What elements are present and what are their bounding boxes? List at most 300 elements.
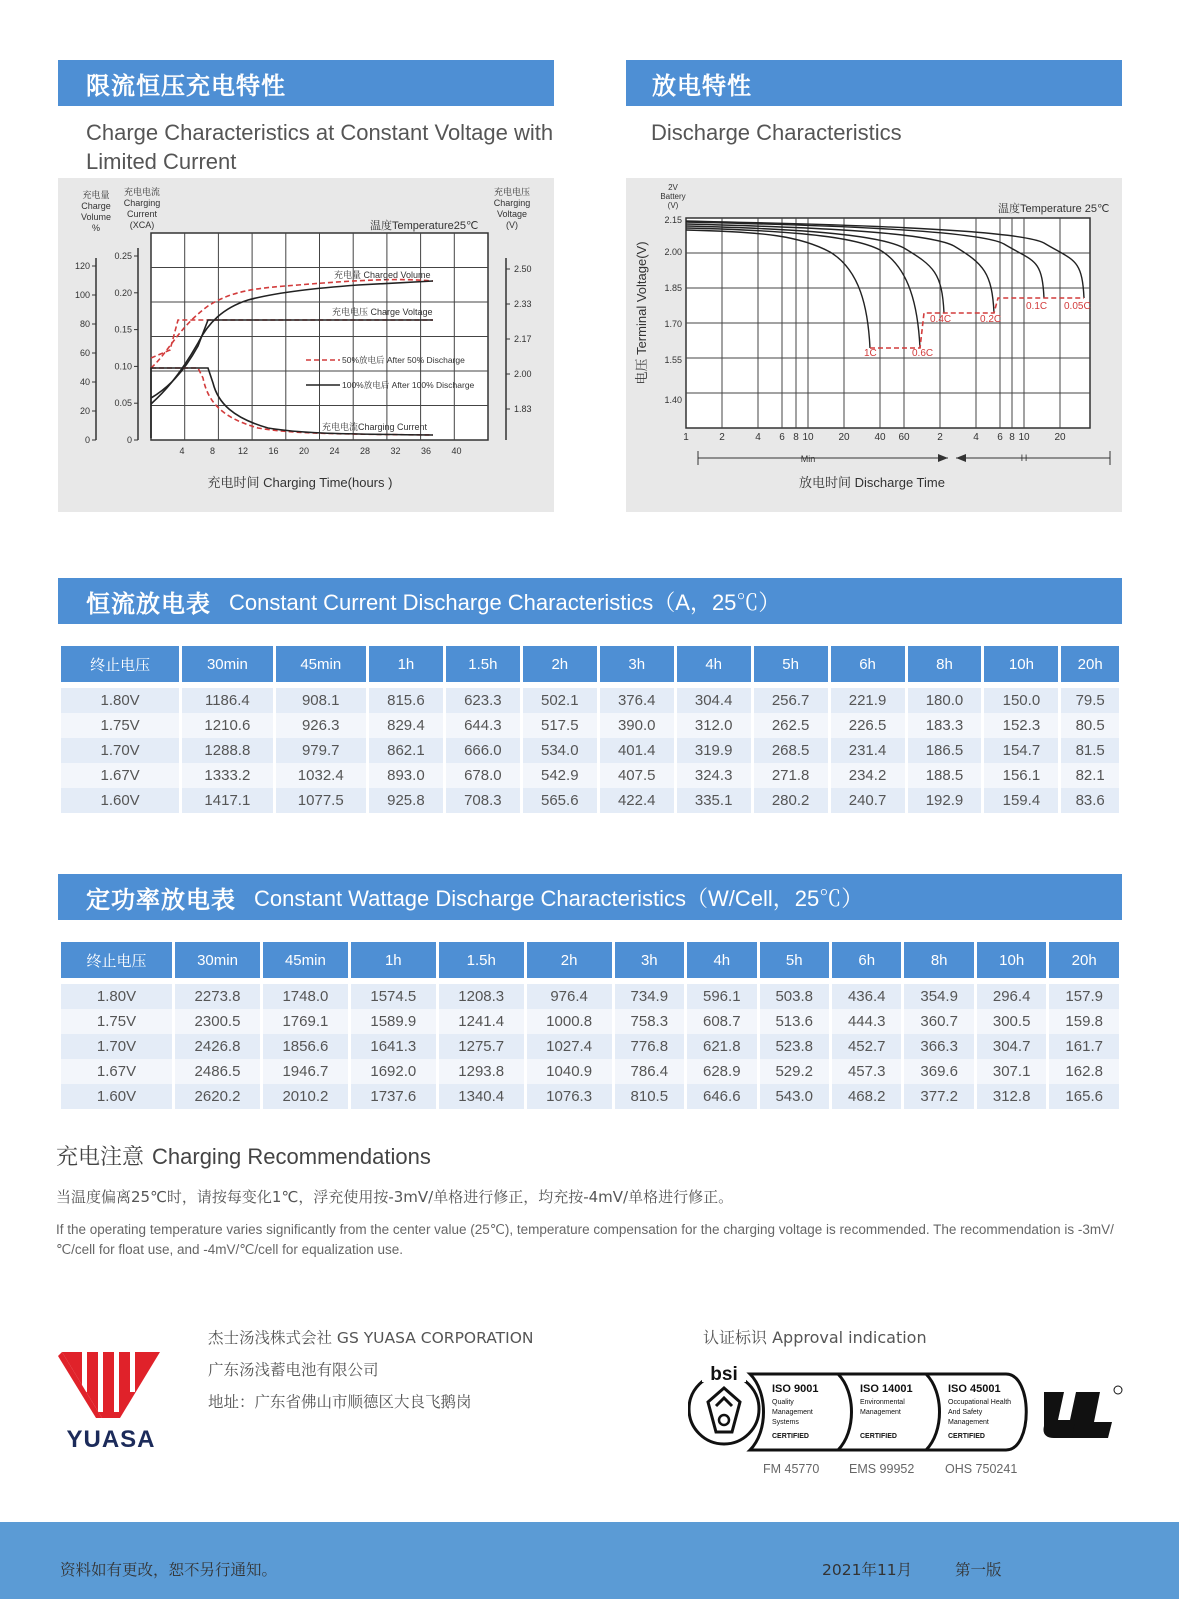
iso-45001-desc-1: Occupational Health — [948, 1399, 1012, 1406]
table-cell: 534.0 — [523, 738, 597, 763]
table-cell: 154.7 — [984, 738, 1058, 763]
charge-cur-axis-label-1: 充电电流 — [123, 187, 161, 197]
table-cell: 231.4 — [831, 738, 905, 763]
table-cell: 80.5 — [1061, 713, 1119, 738]
current-tick-label: 0.05 — [114, 398, 132, 409]
table-cell: 1946.7 — [263, 1059, 348, 1084]
table-cell: 786.4 — [615, 1059, 684, 1084]
table-cell: 543.0 — [760, 1084, 829, 1109]
legend-50-label: 50%放电后 After 50% Discharge — [342, 355, 465, 365]
table-cell: 1.75V — [61, 713, 179, 738]
table-cell: 422.4 — [600, 788, 674, 813]
footer-date: 2021年11月 — [822, 1561, 913, 1579]
min-tick-label: 6 — [779, 432, 785, 443]
table-row — [61, 763, 1119, 788]
charge-volt-axis-label-4: (V) — [506, 220, 518, 230]
cc-table-title-band — [58, 578, 1122, 624]
iso-9001-desc-3: Systems — [772, 1419, 799, 1426]
table-header-cell: 终止电压 — [61, 942, 172, 978]
table-cell: 307.1 — [977, 1059, 1046, 1084]
h-tick-label: 6 — [997, 432, 1003, 443]
min-tick-label: 60 — [898, 432, 910, 443]
table-cell: 1856.6 — [263, 1034, 348, 1059]
table-cell: 529.2 — [760, 1059, 829, 1084]
cert-badges — [688, 1362, 1128, 1452]
min-tick-label: 2 — [719, 432, 725, 443]
charge-cur-axis-label-3: Current — [126, 209, 158, 219]
ul-mark-icon — [1043, 1386, 1122, 1438]
table-cell: 81.5 — [1061, 738, 1119, 763]
table-cell: 1293.8 — [439, 1059, 524, 1084]
charge-voltage-label: 充电电压 Charge Voltage — [332, 307, 433, 317]
battery-label-1: 2V — [668, 183, 678, 192]
table-header-row — [61, 942, 1119, 978]
iso-14001-desc-1: Environmental — [860, 1399, 905, 1406]
table-cell: 1333.2 — [182, 763, 272, 788]
table-cell: 1241.4 — [439, 1009, 524, 1034]
table-cell: 810.5 — [615, 1084, 684, 1109]
table-cell: 79.5 — [1061, 688, 1119, 713]
table-header-cell: 3h — [600, 646, 674, 682]
h-range-arrow-left — [956, 454, 966, 462]
table-cell: 1210.6 — [182, 713, 272, 738]
table-cell: 925.8 — [369, 788, 443, 813]
h-tick-label: 8 — [1009, 432, 1015, 443]
table-cell: 1077.5 — [276, 788, 366, 813]
table-cell: 162.8 — [1049, 1059, 1119, 1084]
yuasa-logo — [58, 1350, 164, 1454]
table-header-cell: 8h — [908, 646, 982, 682]
charge-volt-axis-label-1: 充电电压 — [493, 187, 531, 197]
table-header-cell: 2h — [523, 646, 597, 682]
table-header-cell: 30min — [175, 942, 260, 978]
legend-100-label: 100%放电后 After 100% Discharge — [342, 380, 475, 390]
table-row — [61, 688, 1119, 713]
table-cell: 324.3 — [677, 763, 751, 788]
rate-label: 0.1C — [1026, 301, 1048, 312]
min-tick-label: 40 — [874, 432, 886, 443]
time-tick-label: 32 — [390, 446, 401, 456]
table-cell: 312.8 — [977, 1084, 1046, 1109]
table-cell: 165.6 — [1049, 1084, 1119, 1109]
table-cell: 596.1 — [687, 984, 756, 1009]
charge-cur-axis-label-2: Charging — [123, 198, 161, 208]
charge-xlabel: 充电时间 Charging Time(hours ) — [207, 475, 393, 490]
iso-14001-desc-2: Management — [860, 1409, 901, 1416]
charge-vol-axis-label-4: % — [91, 223, 101, 233]
table-header-cell: 6h — [831, 646, 905, 682]
table-row — [61, 1009, 1119, 1034]
table-cell: 436.4 — [832, 984, 901, 1009]
table-header-cell: 45min — [263, 942, 348, 978]
rate-label: 0.2C — [980, 314, 1002, 325]
discharge-voltage-tick-label: 1.85 — [664, 283, 682, 293]
discharge-voltage-tick-label: 1.70 — [664, 319, 682, 329]
table-cell: 503.8 — [760, 984, 829, 1009]
approval-title: 认证标识 Approval indication — [703, 1328, 927, 1347]
volume-tick-label: 20 — [79, 406, 90, 416]
table-cell: 390.0 — [600, 713, 674, 738]
table-cell: 517.5 — [523, 713, 597, 738]
table-cell: 628.9 — [687, 1059, 756, 1084]
cc-table — [58, 646, 1122, 813]
bsi-label: bsi — [710, 1364, 738, 1385]
rate-label: 0.05C — [1064, 301, 1091, 312]
charge-cur-axis-label-4: (XCA) — [129, 220, 155, 230]
iso-9001-desc-2: Management — [772, 1409, 813, 1416]
table-header-cell: 20h — [1061, 646, 1119, 682]
table-cell: 262.5 — [754, 713, 828, 738]
table-cell: 150.0 — [984, 688, 1058, 713]
table-cell: 1340.4 — [439, 1084, 524, 1109]
table-cell: 1000.8 — [527, 1009, 612, 1034]
table-cell: 829.4 — [369, 713, 443, 738]
table-cell: 1.75V — [61, 1009, 172, 1034]
current-tick-label: 0.20 — [114, 287, 132, 298]
table-header-cell: 1.5h — [446, 646, 520, 682]
table-cell: 319.9 — [677, 738, 751, 763]
discharge-temp-label: 温度Temperature 25℃ — [998, 203, 1110, 215]
table-cell: 457.3 — [832, 1059, 901, 1084]
table-cell: 862.1 — [369, 738, 443, 763]
table-cell: 1288.8 — [182, 738, 272, 763]
recommend-title-en: Charging Recommendations — [152, 1144, 431, 1169]
table-header-cell: 10h — [984, 646, 1058, 682]
table-cell: 221.9 — [831, 688, 905, 713]
table-cell: 1.80V — [61, 688, 179, 713]
footer-edition: 第一版 — [955, 1561, 1002, 1579]
table-cell: 304.7 — [977, 1034, 1046, 1059]
cc-table-title-en: Constant Current Discharge Characteristics（A，25℃） — [229, 589, 781, 615]
time-tick-label: 12 — [237, 446, 249, 456]
table-cell: 976.4 — [527, 984, 612, 1009]
table-cell: 1208.3 — [439, 984, 524, 1009]
iso-45001-name: ISO 45001 — [948, 1383, 1001, 1395]
iso-45001-desc-2: And Safety — [948, 1409, 983, 1416]
table-cell: 354.9 — [904, 984, 973, 1009]
table-cell: 188.5 — [908, 763, 982, 788]
discharge-title-en: Discharge Characteristics — [651, 120, 902, 145]
discharge-voltage-tick-label: 2.15 — [664, 215, 682, 225]
table-cell: 523.8 — [760, 1034, 829, 1059]
cw-table-title-zh: 定功率放电表 — [86, 885, 236, 914]
table-cell: 1.70V — [61, 738, 179, 763]
yuasa-brand: YUASA — [66, 1426, 156, 1453]
table-cell: 296.4 — [977, 984, 1046, 1009]
table-cell: 979.7 — [276, 738, 366, 763]
table-cell: 1.60V — [61, 788, 179, 813]
iso-45001-status: CERTIFIED — [948, 1433, 985, 1440]
battery-label-2: Battery — [660, 192, 686, 201]
table-cell: 300.5 — [977, 1009, 1046, 1034]
table-cell: 280.2 — [754, 788, 828, 813]
table-cell: 926.3 — [276, 713, 366, 738]
volume-tick-label: 80 — [79, 319, 90, 329]
table-cell: 401.4 — [600, 738, 674, 763]
battery-label-3: (V) — [667, 201, 679, 210]
company-line-2: 广东汤浅蓄电池有限公司 — [208, 1361, 379, 1379]
iso-9001-name: ISO 9001 — [772, 1383, 819, 1395]
table-cell: 1692.0 — [351, 1059, 436, 1084]
charge-vol-axis-label-1: 充电量 — [82, 190, 110, 200]
table-cell: 758.3 — [615, 1009, 684, 1034]
table-row — [61, 1084, 1119, 1109]
table-cell: 502.1 — [523, 688, 597, 713]
table-cell: 452.7 — [832, 1034, 901, 1059]
table-cell: 234.2 — [831, 763, 905, 788]
table-cell: 304.4 — [677, 688, 751, 713]
charge-vol-axis-label-2: Charge — [81, 201, 111, 211]
charge-vol-axis-label-3: Volume — [80, 212, 112, 222]
table-cell: 908.1 — [276, 688, 366, 713]
discharge-voltage-tick-label: 1.55 — [664, 355, 682, 365]
charge-volt-axis-label-2: Charging — [493, 198, 531, 208]
time-tick-label: 24 — [329, 446, 340, 456]
charge-title-zh: 限流恒压充电特性 — [86, 71, 286, 100]
discharge-grid — [686, 218, 1090, 428]
table-cell: 678.0 — [446, 763, 520, 788]
table-cell: 1186.4 — [182, 688, 272, 713]
cert-no-iso45001: OHS 750241 — [945, 1462, 1018, 1476]
table-cell: 2426.8 — [175, 1034, 260, 1059]
h-tick-label: 20 — [1054, 432, 1066, 443]
table-row — [61, 788, 1119, 813]
table-row — [61, 984, 1119, 1009]
table-cell: 256.7 — [754, 688, 828, 713]
discharge-voltage-tick-label: 1.40 — [664, 395, 682, 405]
cert-no-iso9001: FM 45770 — [763, 1462, 820, 1476]
charge-volume-label: 充电量 Charged Volume — [334, 270, 431, 280]
table-cell: 159.8 — [1049, 1009, 1119, 1034]
table-cell: 621.8 — [687, 1034, 756, 1059]
cc-table-title-zh: 恒流放电表 — [86, 589, 211, 618]
time-tick-label: 40 — [451, 446, 462, 456]
table-cell: 369.6 — [904, 1059, 973, 1084]
table-cell: 444.3 — [832, 1009, 901, 1034]
current-tick-label: 0.15 — [114, 324, 132, 335]
recommend-title-zh: 充电注意 — [56, 1145, 145, 1170]
volume-tick-label: 100 — [74, 290, 90, 300]
table-cell: 1748.0 — [263, 984, 348, 1009]
min-label: Min — [800, 454, 816, 464]
rate-label: 1C — [864, 348, 877, 359]
volume-tick-label: 0 — [84, 435, 90, 445]
h-label: H — [1020, 453, 1028, 463]
table-cell: 161.7 — [1049, 1034, 1119, 1059]
rate-label: 0.6C — [912, 348, 934, 359]
table-cell: 1.60V — [61, 1084, 172, 1109]
voltage-tick-label: 2.33 — [514, 299, 532, 309]
footer-notice: 资料如有更改，恕不另行通知。 — [60, 1561, 278, 1579]
time-tick-label: 8 — [209, 446, 216, 456]
table-cell: 1027.4 — [527, 1034, 612, 1059]
iso-45001-badge — [926, 1374, 1026, 1450]
cw-table-title-en: Constant Wattage Discharge Characteristics（W/Cell，25℃） — [254, 885, 864, 911]
min-tick-label: 1 — [683, 432, 689, 443]
table-header-cell: 3h — [615, 942, 684, 978]
table-cell: 666.0 — [446, 738, 520, 763]
charge-chart — [58, 178, 554, 512]
table-row — [61, 738, 1119, 763]
table-row — [61, 1034, 1119, 1059]
table-header-cell: 4h — [687, 942, 756, 978]
table-cell: 180.0 — [908, 688, 982, 713]
table-cell: 271.8 — [754, 763, 828, 788]
table-header-cell: 45min — [276, 646, 366, 682]
charge-title-band — [58, 60, 554, 106]
min-tick-label: 10 — [802, 432, 814, 443]
table-row — [61, 713, 1119, 738]
table-cell: 1040.9 — [527, 1059, 612, 1084]
recommend-text-en: If the operating temperature varies significantly from the center value (25℃), temperature compensation for the charging voltage is recommended. The recommendation is -3mV/℃/cell for float use, and -4mV/℃/cell for equalization use. — [56, 1222, 1114, 1257]
table-header-cell: 5h — [760, 942, 829, 978]
cw-table-title-band — [58, 874, 1122, 920]
iso-9001-badge — [750, 1374, 857, 1450]
table-cell: 1589.9 — [351, 1009, 436, 1034]
table-cell: 513.6 — [760, 1009, 829, 1034]
table-header-row — [61, 646, 1119, 682]
recommend-title — [56, 1140, 431, 1171]
volume-tick-label: 60 — [79, 348, 90, 358]
volume-tick-label: 40 — [79, 377, 90, 387]
table-cell: 192.9 — [908, 788, 982, 813]
time-tick-label: 36 — [420, 446, 432, 456]
table-row — [61, 1059, 1119, 1084]
table-cell: 240.7 — [831, 788, 905, 813]
company-line-1: 杰士汤浅株式会社 GS YUASA CORPORATION — [208, 1329, 534, 1347]
table-cell: 156.1 — [984, 763, 1058, 788]
table-cell: 468.2 — [832, 1084, 901, 1109]
cw-table — [58, 942, 1122, 1109]
table-cell: 152.3 — [984, 713, 1058, 738]
table-cell: 376.4 — [600, 688, 674, 713]
rate-label: 0.4C — [930, 314, 952, 325]
footer-bar — [0, 1522, 1179, 1599]
table-cell: 1.70V — [61, 1034, 172, 1059]
discharge-ylabel: 电压 Terminal Voltage(V) — [634, 241, 649, 385]
table-cell: 646.6 — [687, 1084, 756, 1109]
table-cell: 542.9 — [523, 763, 597, 788]
charge-temp-label: 温度Temperature25℃ — [370, 220, 479, 232]
min-range-arrow — [938, 454, 948, 462]
current-tick-label: 0 — [126, 435, 132, 445]
volume-tick-label: 120 — [74, 261, 90, 271]
h-tick-label: 4 — [973, 432, 979, 443]
voltage-tick-label: 1.83 — [514, 404, 532, 414]
iso-14001-name: ISO 14001 — [860, 1383, 913, 1395]
charge-title-en: Charge Characteristics at Constant Voltage with Limited Current — [86, 120, 554, 174]
table-cell: 159.4 — [984, 788, 1058, 813]
iso-9001-status: CERTIFIED — [772, 1433, 809, 1440]
table-header-cell: 10h — [977, 942, 1046, 978]
discharge-xlabel: 放电时间 Discharge Time — [799, 475, 945, 490]
time-tick-label: 28 — [359, 446, 371, 456]
min-tick-label: 8 — [793, 432, 799, 443]
iso-45001-desc-3: Management — [948, 1419, 989, 1426]
table-cell: 734.9 — [615, 984, 684, 1009]
cert-no-iso14001: EMS 99952 — [849, 1462, 915, 1476]
table-cell: 2273.8 — [175, 984, 260, 1009]
iso-9001-desc-1: Quality — [772, 1399, 794, 1406]
table-cell: 565.6 — [523, 788, 597, 813]
table-cell: 1737.6 — [351, 1084, 436, 1109]
time-tick-label: 20 — [298, 446, 310, 456]
table-cell: 1076.3 — [527, 1084, 612, 1109]
table-cell: 312.0 — [677, 713, 751, 738]
table-cell: 407.5 — [600, 763, 674, 788]
table-cell: 1.67V — [61, 1059, 172, 1084]
current-tick-label: 0.25 — [114, 251, 132, 261]
table-header-cell: 8h — [904, 942, 973, 978]
h-tick-label: 10 — [1018, 432, 1030, 443]
iso-14001-status: CERTIFIED — [860, 1433, 897, 1440]
table-cell: 183.3 — [908, 713, 982, 738]
table-cell: 186.5 — [908, 738, 982, 763]
min-tick-label: 4 — [755, 432, 761, 443]
table-cell: 226.5 — [831, 713, 905, 738]
charge-current-label: 充电电流Charging Current — [322, 422, 428, 432]
time-tick-label: 16 — [268, 446, 279, 456]
table-cell: 1769.1 — [263, 1009, 348, 1034]
table-cell: 1417.1 — [182, 788, 272, 813]
table-header-cell: 2h — [527, 942, 612, 978]
table-cell: 1.67V — [61, 763, 179, 788]
table-header-cell: 1h — [369, 646, 443, 682]
table-header-cell: 4h — [677, 646, 751, 682]
table-cell: 776.8 — [615, 1034, 684, 1059]
discharge-title-band — [626, 60, 1122, 106]
company-line-3: 地址：广东省佛山市顺德区大良飞鹅岗 — [208, 1393, 472, 1411]
table-header-cell: 终止电压 — [61, 646, 179, 682]
min-tick-label: 20 — [838, 432, 850, 443]
current-tick-label: 0.10 — [114, 361, 132, 372]
table-cell: 815.6 — [369, 688, 443, 713]
table-cell: 2010.2 — [263, 1084, 348, 1109]
table-cell: 644.3 — [446, 713, 520, 738]
table-cell: 366.3 — [904, 1034, 973, 1059]
voltage-tick-label: 2.00 — [514, 369, 532, 379]
table-cell: 1641.3 — [351, 1034, 436, 1059]
table-cell: 82.1 — [1061, 763, 1119, 788]
h-tick-label: 2 — [937, 432, 943, 443]
time-tick-label: 4 — [179, 446, 185, 456]
table-cell: 268.5 — [754, 738, 828, 763]
discharge-chart — [626, 178, 1122, 512]
table-cell: 893.0 — [369, 763, 443, 788]
table-header-cell: 6h — [832, 942, 901, 978]
table-cell: 360.7 — [904, 1009, 973, 1034]
table-cell: 377.2 — [904, 1084, 973, 1109]
charge-volt-axis-label-3: Voltage — [496, 209, 528, 219]
table-cell: 335.1 — [677, 788, 751, 813]
table-header-cell: 5h — [754, 646, 828, 682]
voltage-tick-label: 2.17 — [514, 334, 532, 344]
table-cell: 2620.2 — [175, 1084, 260, 1109]
voltage-tick-label: 2.50 — [514, 264, 532, 274]
discharge-voltage-tick-label: 2.00 — [664, 247, 682, 257]
table-cell: 2300.5 — [175, 1009, 260, 1034]
iso-14001-badge — [838, 1374, 945, 1450]
table-cell: 608.7 — [687, 1009, 756, 1034]
table-header-cell: 20h — [1049, 942, 1119, 978]
table-header-cell: 1h — [351, 942, 436, 978]
recommend-text-zh: 当温度偏离25℃时，请按每变化1℃，浮充使用按-3mV/单格进行修正，均充按-4mV/单格进行修正。 — [56, 1188, 734, 1206]
table-header-cell: 1.5h — [439, 942, 524, 978]
table-cell: 157.9 — [1049, 984, 1119, 1009]
table-cell: 1.80V — [61, 984, 172, 1009]
discharge-title-zh: 放电特性 — [652, 71, 752, 100]
table-cell: 708.3 — [446, 788, 520, 813]
